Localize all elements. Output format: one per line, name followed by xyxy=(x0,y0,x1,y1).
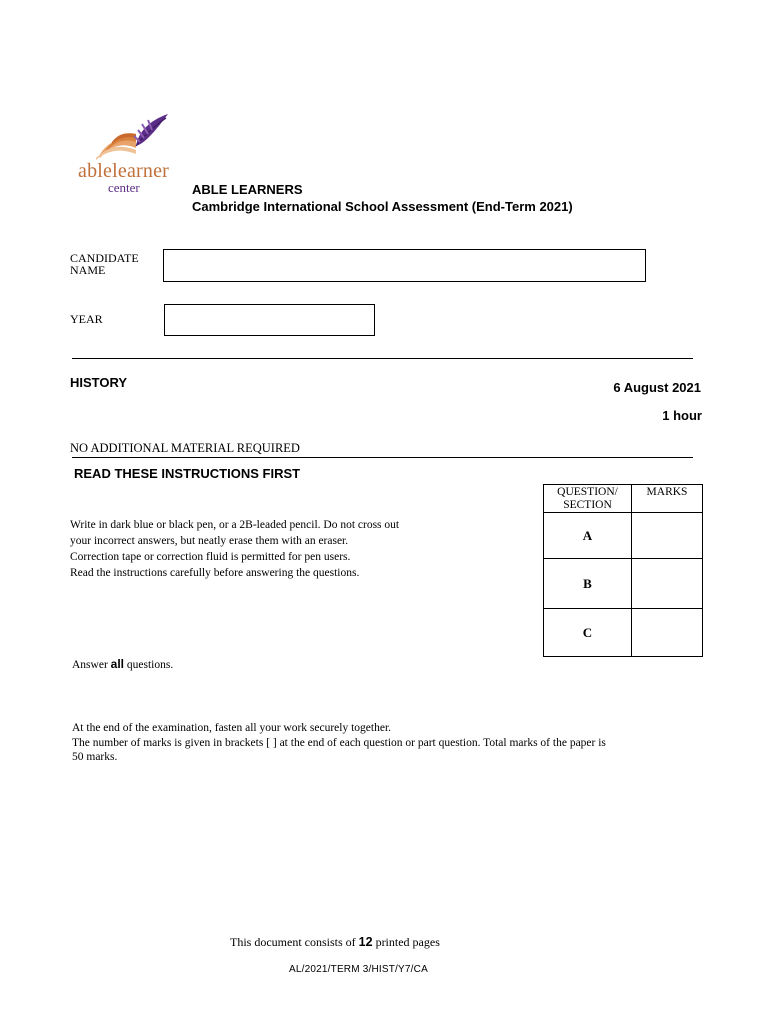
section-cell: C xyxy=(544,609,632,657)
instructions-paragraph: Read the instructions carefully before answering the questions. xyxy=(70,567,360,579)
marks-cell[interactable] xyxy=(632,559,703,609)
logo-subtext: center xyxy=(108,180,140,195)
year-field[interactable] xyxy=(164,304,375,336)
section-cell: A xyxy=(544,513,632,559)
marks-table xyxy=(543,484,703,657)
document-code: AL/2021/TERM 3/HIST/Y7/CA xyxy=(289,964,428,975)
marks-cell[interactable] xyxy=(632,513,703,559)
candidate-name-field[interactable] xyxy=(163,249,646,282)
divider-line xyxy=(72,457,693,458)
instructions-paragraph: Write in dark blue or black pen, or a 2B-leaded pencil. Do not cross out your incorrect answers, but neatly erase them with an eraser. Correction tape or correction fluid is permitted for pen users. xyxy=(70,519,400,563)
divider-line xyxy=(72,358,693,359)
year-label: YEAR xyxy=(70,312,103,326)
table-row xyxy=(544,559,703,609)
school-name: ABLE LEARNERS xyxy=(192,182,303,197)
question-section-header: QUESTION/ SECTION xyxy=(544,485,632,513)
page-count-note: This document consists of 12 printed pages xyxy=(230,935,440,949)
exam-date: 6 August 2021 xyxy=(613,380,701,395)
instructions-block xyxy=(70,517,400,581)
school-logo xyxy=(92,112,172,162)
table-row xyxy=(544,513,703,559)
material-note: NO ADDITIONAL MATERIAL REQUIRED xyxy=(70,441,300,455)
exam-duration: 1 hour xyxy=(662,408,702,423)
logo-wordmark: ablelearner xyxy=(78,160,170,182)
end-note: The number of marks is given in brackets [ ] at the end of each question or part question. Total marks of the paper is 50 marks. xyxy=(72,736,606,763)
section-cell: B xyxy=(544,559,632,609)
assessment-title: Cambridge International School Assessment (End-Term 2021) xyxy=(192,199,573,214)
marks-cell[interactable] xyxy=(632,609,703,657)
marks-header: MARKS xyxy=(632,485,703,513)
feather-icon xyxy=(134,114,168,146)
instructions-heading: READ THESE INSTRUCTIONS FIRST xyxy=(74,466,301,481)
answer-all-note: Answer all questions. xyxy=(72,657,174,671)
table-header-row xyxy=(544,485,703,513)
book-pages-icon xyxy=(96,133,136,160)
subject-title: HISTORY xyxy=(70,375,128,390)
end-notes xyxy=(72,721,612,765)
candidate-name-label: CANDIDATE NAME xyxy=(70,251,139,277)
table-row xyxy=(544,609,703,657)
page-count-number: 12 xyxy=(358,935,373,949)
answer-all-emphasis: all xyxy=(110,657,124,671)
end-note: At the end of the examination, fasten all your work securely together. xyxy=(72,722,392,734)
